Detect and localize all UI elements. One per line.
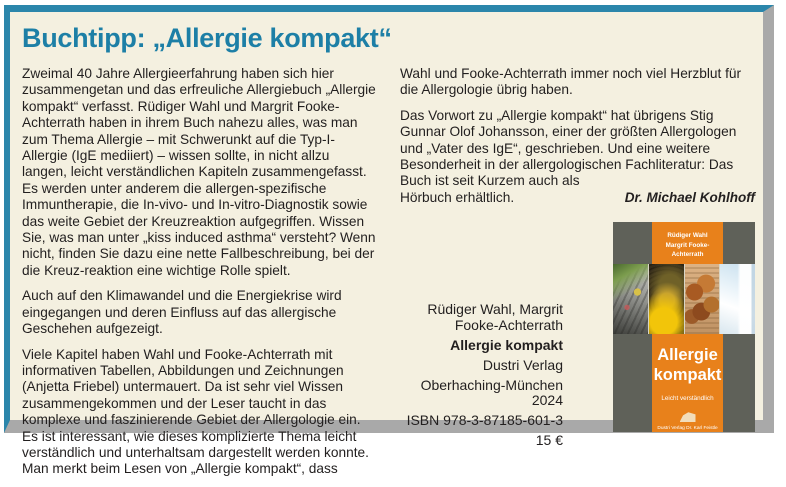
book-authors: Rüdiger Wahl, Margrit Fooke-Achterrath <box>427 301 563 333</box>
paragraph: Auch auf den Klimawandel und die Energiekrise wird eingegangen und deren Einfluss auf das allergische Geschehen aufgezeigt. <box>22 288 342 337</box>
book-bibliography <box>400 302 613 453</box>
paragraph: Viele Kapitel haben Wahl und Fooke-Achterrath mit informativen Tabellen, Abbildungen und Zeichnungen (Anjetta Friebel) untermauert. Da ist sehr viel Wissen zusammengekommen und der Leser taucht in das komplexe und faszinierende Gebiet der Allergologie ein. Es ist interessant, wie dieses komplizierte Thema leicht verständlich und unterhaltsam dargestellt werden konnte. Man merkt beim Lesen von „Allergie kompakt“, dass <box>22 346 369 477</box>
paragraph-last-line: Hörbuch erhältlich. <box>400 189 515 205</box>
article-title: Buchtipp: „Allergie kompakt“ <box>22 23 392 53</box>
cover-photo-strip <box>613 264 755 334</box>
book-price: 15 € <box>535 432 563 449</box>
cover-title-block <box>652 346 723 431</box>
cat-photo <box>613 264 648 334</box>
paragraph: Zweimal 40 Jahre Allergieerfahrung haben sich hier zusammengetan und das erfreuliche Allergiebuch „Allergie kompakt“ verfasst. Rüdiger Wahl und Margrit Fooke-Achterrath haben in ihrem Buch nahezu alles, was man zum Thema Allergie – mit Schwerunkt auf die Typ-I-Allergie (IgE mediiert) – wissen sollte, in nicht allzu langen, leicht verständlichen Kapiteln zusammengefasst. Es werden unter anderem die allergen-spezifische Immuntherapie, die In-vivo- und In-vitro-Diagnostik sowie das weite Gebiet der Kreuzreaktion aufgegriffen. Wissen Sie, was man unter „kiss induced asthma“ versteht? Wenn nicht, finden Sie dazu eine nette Fallbeschreibung, bei der die Kreuz-reaktion eine wichtige Rolle spielt. <box>22 66 376 278</box>
book-place-year: Oberhaching-München 2024 <box>420 376 563 409</box>
book-publisher: Dustri Verlag <box>482 356 563 373</box>
bee-pollen-photo <box>649 264 684 334</box>
signature-line <box>400 190 755 206</box>
publisher-logo-icon <box>680 412 696 422</box>
book-title: Allergie kompakt <box>450 336 563 353</box>
right-column <box>400 66 755 487</box>
cover-title: Allergie kompakt <box>653 346 722 384</box>
hazelnuts-photo <box>685 264 720 334</box>
book-details-row <box>400 222 755 453</box>
paragraph: Wahl und Fooke-Achterrath immer noch viel Herzblut für die Allergologie übrig haben. <box>400 66 742 98</box>
left-column <box>22 66 376 487</box>
book-isbn: ISBN 978-3-87185-601-3 <box>406 412 563 429</box>
book-review-panel <box>4 5 774 477</box>
panel-content <box>10 12 763 477</box>
cover-subtitle: Leicht verständlich <box>661 395 714 403</box>
two-column-layout <box>22 66 755 487</box>
paragraph: Das Vorwort zu „Allergie kompakt“ hat übrigens Stig Gunnar Olof Johansson, einer der größten Allergologen und „Vater des IgE“, geschrieben. Und eine weitere Besonderheit in der allergologischen Fachliteratur: Das Buch ist seit Kurzem auch als <box>400 107 737 189</box>
author-signature: Dr. Michael Kohlhoff <box>624 189 755 205</box>
book-cover-image <box>613 222 755 432</box>
cover-author-names: Rüdiger Wahl Margrit Fooke-Achterrath <box>665 232 710 259</box>
cover-imprint: Dustri Verlag Dr. Karl Feistle <box>657 426 718 432</box>
milk-glass-photo <box>720 264 755 334</box>
